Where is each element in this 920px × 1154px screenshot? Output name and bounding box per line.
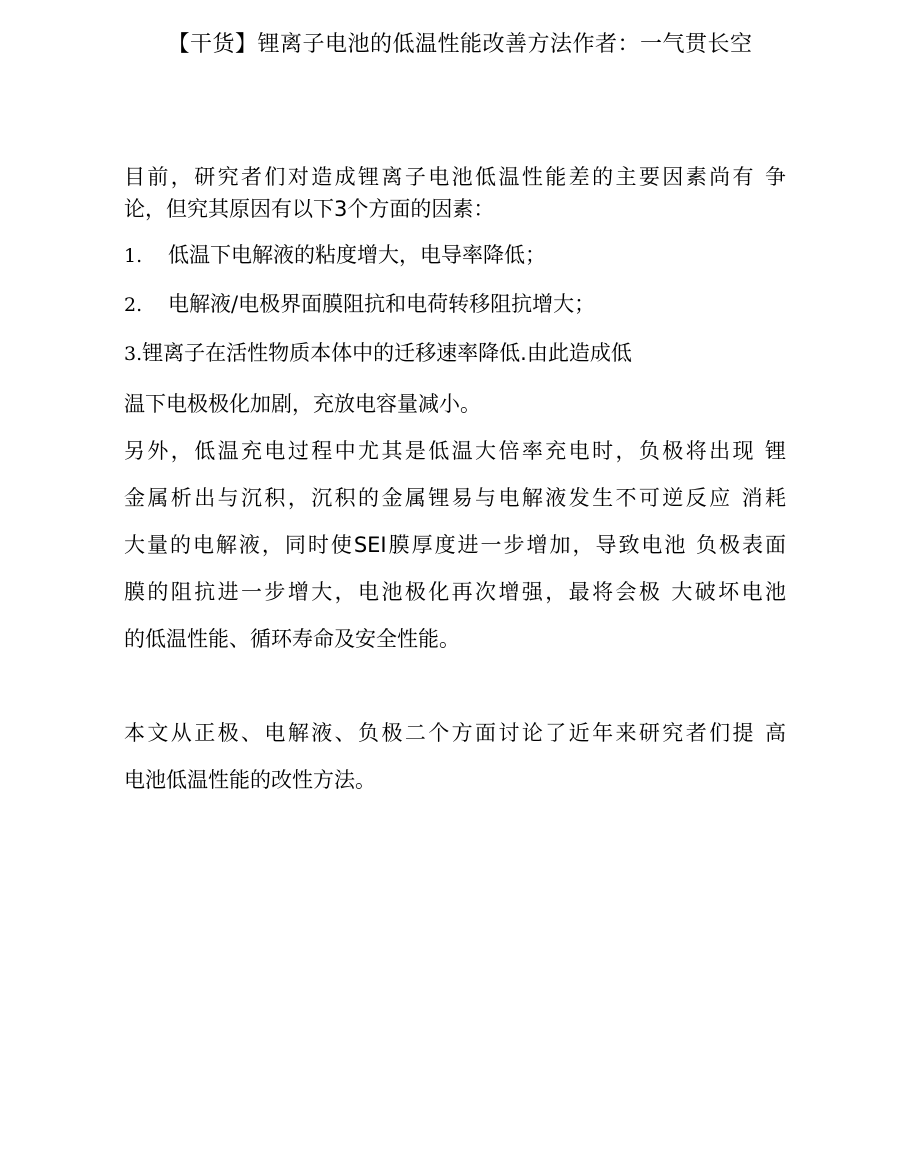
paragraph-1-line-2: 论，但究其原因有以下3个方面的因素： xyxy=(124,197,495,221)
list-item-1-number: 1. xyxy=(124,245,143,267)
paragraph-2-line-2: 金属析出与沉积，沉积的金属锂易与电解液发生不可逆反应 消耗 xyxy=(124,486,786,510)
paragraph-3-line-1: 本文从正极、电解液、负极二个方面讨论了近年来研究者们提 高 xyxy=(124,721,786,745)
paragraph-2-line-3: 大量的电解液，同时使SEI膜厚度进一步增加，导致电池 负极表面 xyxy=(124,533,786,557)
list-item-3-text: 锂离子在活性物质本体中的迁移速率降低.由此造成低 xyxy=(142,341,632,365)
list-item-1 xyxy=(124,239,546,272)
paragraph-2-line-4: 膜的阻抗进一步增大，电池极化再次增强，最将会极 大破坏电池 xyxy=(124,580,786,604)
paragraph-3-line-2: 电池低温性能的改性方法。 xyxy=(124,768,376,792)
document-title: 【干货】锂离子电池的低温性能改善方法作者：一气贯长空 xyxy=(167,32,753,57)
list-item-3 xyxy=(124,337,632,370)
list-item-3-number: 3. xyxy=(124,343,143,365)
list-item-2 xyxy=(124,288,595,321)
list-item-1-text: 低温下电解液的粘度增大，电导率降低； xyxy=(168,243,546,267)
paragraph-1-line-1: 目前，研究者们对造成锂离子电池低温性能差的主要因素尚有 争 xyxy=(124,165,786,189)
list-item-2-text: 电解液/电极界面膜阻抗和电荷转移阻抗增大； xyxy=(168,292,596,316)
list-continuation: 温下电极极化加剧，充放电容量减小。 xyxy=(124,392,481,416)
list-item-2-number: 2. xyxy=(124,294,143,316)
paragraph-2-line-1: 另外，低温充电过程中尤其是低温大倍率充电时，负极将出现 锂 xyxy=(124,439,786,463)
paragraph-2-line-5: 的低温性能、循环寿命及安全性能。 xyxy=(124,627,460,651)
